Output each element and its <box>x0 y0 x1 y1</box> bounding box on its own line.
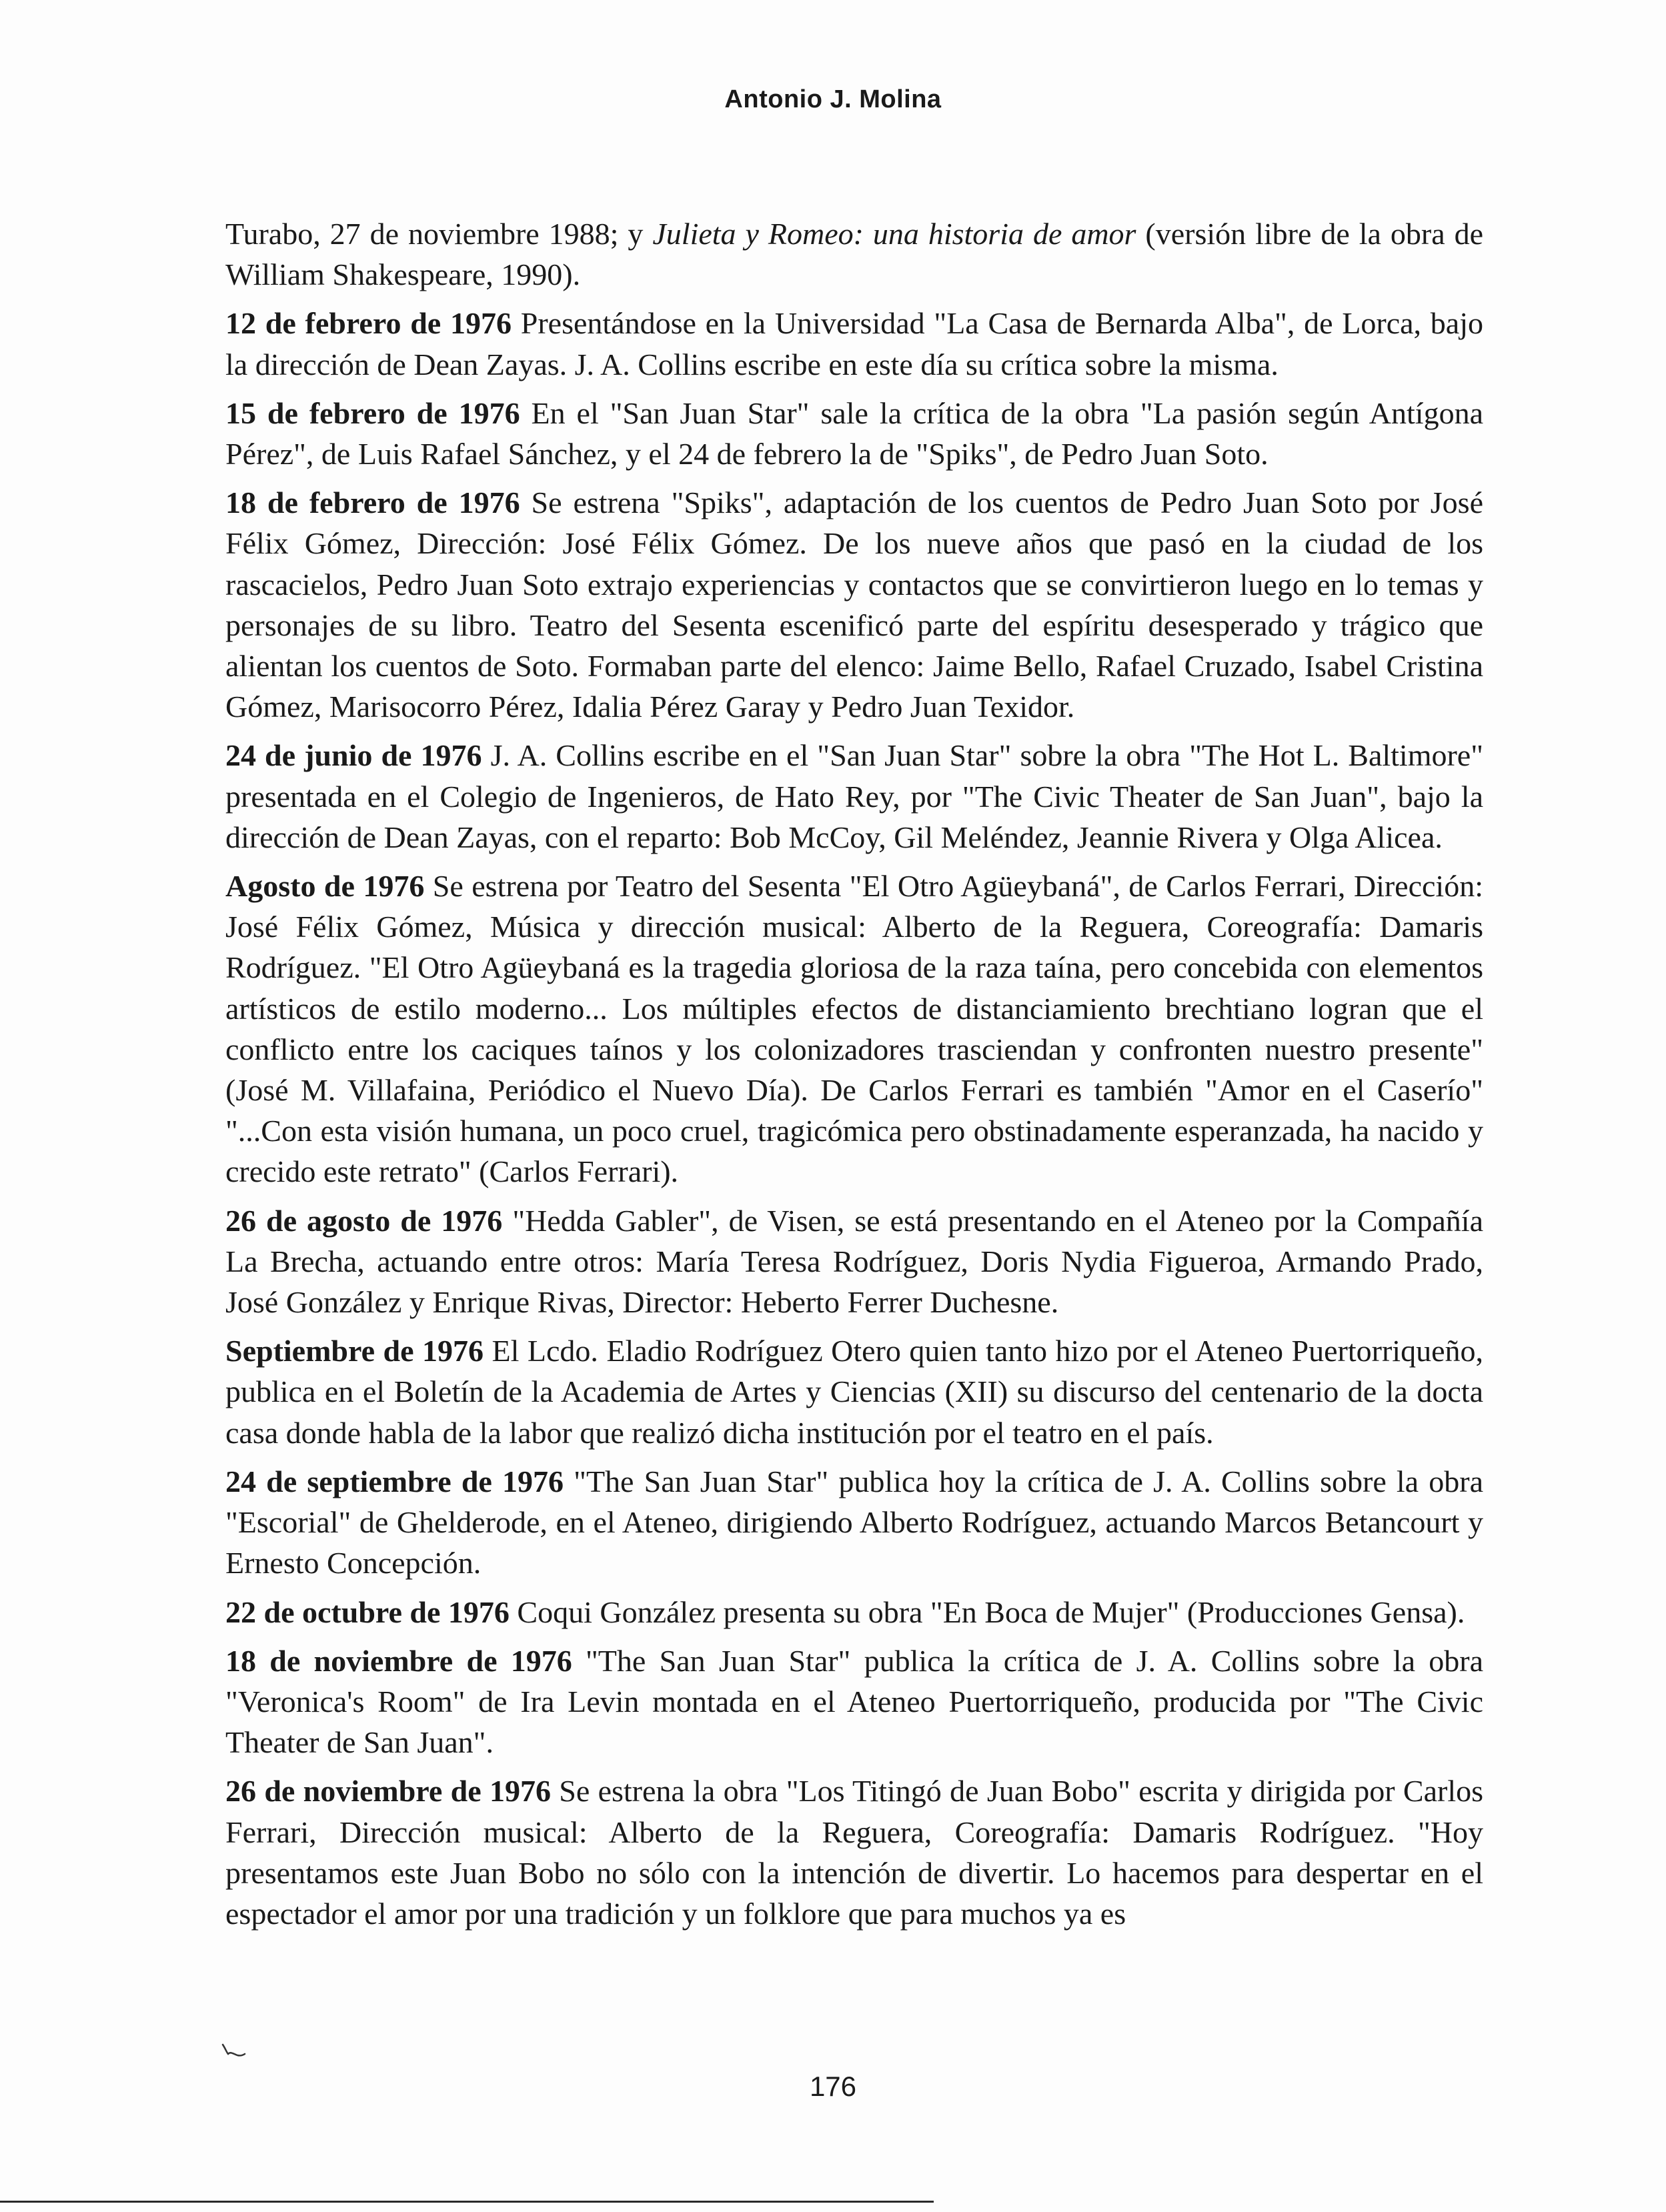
entry-text: Coqui González presenta su obra "En Boca de Mujer" (Producciones Gensa). <box>509 1594 1465 1629</box>
entry-1976-02-15 <box>225 393 1483 474</box>
entry-1976-02-18 <box>225 482 1483 727</box>
running-header-author: Antonio J. Molina <box>724 85 942 113</box>
entry-date: 12 de febrero de 1976 <box>225 306 512 341</box>
entry-date: 18 de febrero de 1976 <box>225 485 520 520</box>
entry-date: Agosto de 1976 <box>225 869 425 904</box>
entry-text: Se estrena por Teatro del Sesenta "El Otro Agüeybaná", de Carlos Ferrari, Dirección: José Félix Gómez, Música y dirección musical: Alberto de la Reguera, Coreografía: Damaris Rodríguez. "El Otro Agüeybaná es la tragedia gloriosa de la raza taína, pero concebida con elementos artísticos de estilo moderno... Los múltiples efectos de distanciamiento brechtiano logran que el conflicto entre los caciques taínos y los colonizadores trasciendan y confronten nuestro presente" (José M. Villafaina, Periódico el Nuevo Día). De Carlos Ferrari es también "Amor en el Caserío" "...Con esta visión humana, un poco cruel, tragicómica pero obstinadamente esperanzada, ha nacido y crecido este retrato" (Carlos Ferrari). <box>225 869 1483 1189</box>
chronology-body <box>225 213 1483 1942</box>
entry-date: 22 de octubre de 1976 <box>225 1594 510 1629</box>
scan-edge-rule <box>0 2201 934 2203</box>
entry-text: Se estrena "Spiks", adaptación de los cuentos de Pedro Juan Soto por José Félix Gómez, Dirección: José Félix Gómez. De los nueve años que pasó en la ciudad de los rascacielos, Pedro Juan Soto extrajo experiencias y contactos que se convirtieron luego en lo temas y personajes de su libro. Teatro del Sesenta escenificó parte del espíritu desesperado y trágico que alientan los cuentos de Soto. Formaban parte del elenco: Jaime Bello, Rafael Cruzado, Isabel Cristina Gómez, Marisocorro Pérez, Idalia Pérez Garay y Pedro Juan Texidor. <box>225 485 1483 724</box>
entry-date: 26 de noviembre de 1976 <box>225 1774 551 1809</box>
entry-1976-10-22 <box>225 1592 1483 1632</box>
entry-date: 18 de noviembre de 1976 <box>225 1643 572 1678</box>
entry-1976-08 <box>225 866 1483 1192</box>
entry-text: El Lcdo. Eladio Rodríguez Otero quien tanto hizo por el Ateneo Puertorriqueño, publica en el Boletín de la Academia de Artes y Ciencias (XII) su discurso del centenario de la docta casa donde habla de la labor que realizó dicha institución por el teatro en el país. <box>225 1334 1483 1450</box>
entry-text: Presentándose en la Universidad "La Casa de Bernarda Alba", de Lorca, bajo la dirección de Dean Zayas. J. A. Collins escribe en este día su crítica sobre la misma. <box>225 306 1483 381</box>
entry-date: Septiembre de 1976 <box>225 1334 484 1368</box>
entry-text: (versión libre de la obra de William Shakespeare, 1990). <box>225 217 1483 292</box>
entry-1976-11-26 <box>225 1771 1483 1934</box>
work-title: Julieta y Romeo: una historia de amor <box>652 217 1136 251</box>
entry-continuation <box>225 213 1483 295</box>
entry-date: 24 de septiembre de 1976 <box>225 1464 564 1498</box>
entry-1976-11-18 <box>225 1640 1483 1763</box>
entry-1976-09-24 <box>225 1461 1483 1584</box>
entry-text: "Hedda Gabler", de Visen, se está presentando en el Ateneo por la Compañía La Brecha, actuando entre otros: María Teresa Rodríguez, Doris Nydia Figueroa, Armando Prado, José González y Enrique Rivas, Director: Heberto Ferrer Duchesne. <box>225 1203 1483 1320</box>
entry-date: 24 de junio de 1976 <box>225 738 482 773</box>
entry-date: 26 de agosto de 1976 <box>225 1203 503 1238</box>
entry-text: Turabo, 27 de noviembre 1988; y <box>225 217 653 251</box>
entry-text: Se estrena la obra "Los Titingó de Juan Bobo" escrita y dirigida por Carlos Ferrari, Dirección musical: Alberto de la Reguera, Coreografía: Damaris Rodríguez. "Hoy presentamos este Juan Bobo no sólo con la intención de divertir. Lo hacemos para despertar en el espectador el amor por una tradición y un folklore que para muchos ya es <box>225 1774 1484 1931</box>
entry-1976-02-12 <box>225 303 1483 384</box>
pen-mark-icon <box>220 2042 247 2058</box>
entry-date: 15 de febrero de 1976 <box>225 395 520 430</box>
page-number: 176 <box>809 2071 857 2102</box>
entry-1976-08-26 <box>225 1200 1483 1323</box>
entry-text: "The San Juan Star" publica la crítica de J. A. Collins sobre la obra "Veronica's Room" de Ira Levin montada en el Ateneo Puertorriqueño, producida por "The Civic Theater de San Juan". <box>225 1643 1484 1760</box>
entry-1976-06-24 <box>225 735 1483 858</box>
entry-text: "The San Juan Star" publica hoy la crítica de J. A. Collins sobre la obra "Escorial" de Ghelderode, en el Ateneo, dirigiendo Alberto Rodríguez, actuando Marcos Betancourt y Ernesto Concepción. <box>225 1464 1483 1580</box>
entry-text: J. A. Collins escribe en el "San Juan Star" sobre la obra "The Hot L. Baltimore" presentada en el Colegio de Ingenieros, de Hato Rey, por "The Civic Theater de San Juan", bajo la dirección de Dean Zayas, con el reparto: Bob McCoy, Gil Meléndez, Jeannie Rivera y Olga Alicea. <box>225 738 1484 854</box>
entry-text: En el "San Juan Star" sale la crítica de la obra "La pasión según Antígona Pérez", de Luis Rafael Sánchez, y el 24 de febrero la de "Spiks", de Pedro Juan Soto. <box>225 395 1483 471</box>
entry-1976-09 <box>225 1330 1483 1453</box>
